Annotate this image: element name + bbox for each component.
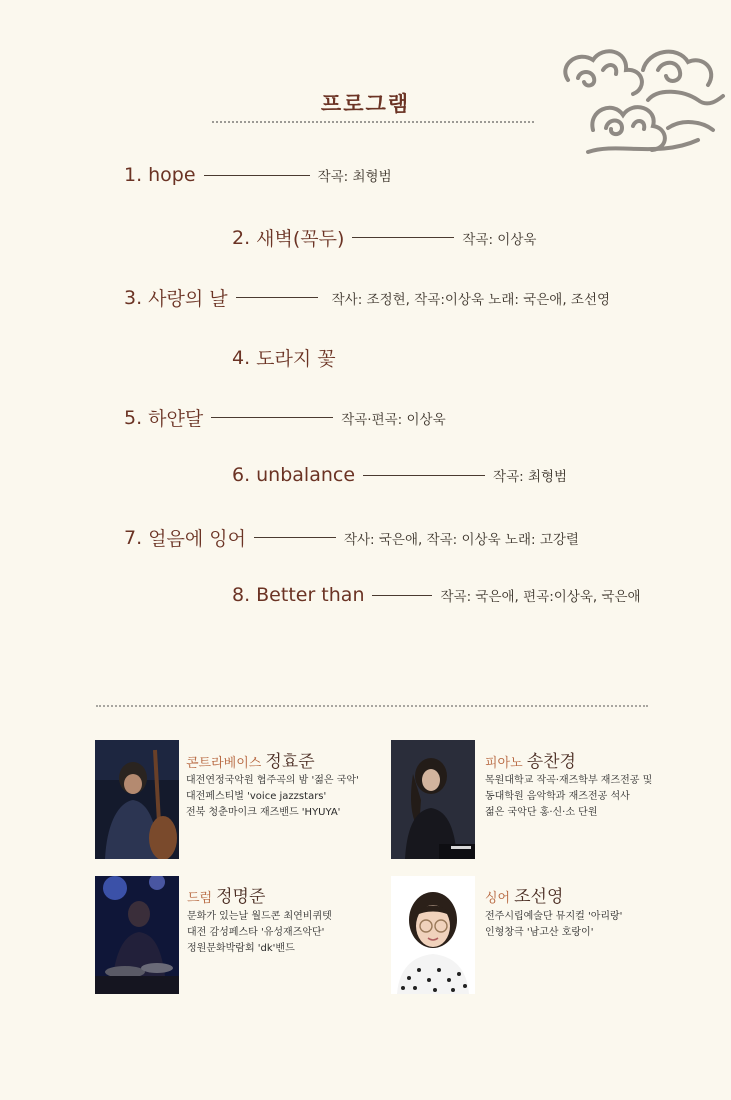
program-number: 5.	[124, 406, 143, 429]
program-item-3	[124, 284, 610, 311]
leader-line	[372, 595, 432, 596]
program-credit: 작사: 국은애, 작곡: 이상욱 노래: 고강렬	[343, 531, 579, 548]
program-title: unbalance	[256, 464, 356, 486]
bio-line: 인형창극 '남고산 호랑이'	[485, 927, 594, 938]
program-title: 하얀달	[148, 408, 204, 430]
performer-role: 콘트라베이스	[186, 756, 262, 771]
program-credit: 작사: 조정현, 작곡:이상욱 노래: 국은애, 조선영	[331, 291, 611, 308]
bio-line: 전북 청춘마이크 재즈밴드 'HYUYA'	[186, 807, 341, 818]
performer-photo-piano	[391, 740, 475, 859]
performer-name: 정명준	[216, 887, 266, 907]
bio-line: 문화가 있는날 월드콘 최연비퀴텟	[187, 911, 332, 922]
program-title: 도라지 꽃	[256, 348, 336, 370]
performer-photo-contrabass	[95, 740, 179, 859]
performer-bio	[187, 909, 332, 957]
program-item-6	[232, 464, 567, 486]
program-title: 사랑의 날	[148, 288, 228, 310]
performer-bio	[186, 773, 359, 821]
program-title: 얼음에 잉어	[148, 528, 246, 550]
title-divider	[212, 121, 534, 123]
program-item-4	[232, 344, 336, 371]
program-credit: 작곡·편곡: 이상욱	[341, 411, 446, 428]
program-number: 2.	[232, 226, 251, 249]
performer-heading	[186, 747, 315, 772]
program-number: 1.	[124, 164, 143, 186]
performer-role: 드럼	[187, 891, 213, 906]
program-item-8	[232, 584, 641, 606]
program-item-2	[232, 224, 536, 251]
performer-role: 싱어	[485, 891, 511, 906]
bio-line: 대전페스티벌 'voice jazzstars'	[186, 791, 327, 802]
bio-line: 목원대학교 작곡·재즈학부 재즈전공 및	[485, 775, 653, 786]
program-number: 7.	[124, 526, 143, 549]
leader-line	[204, 175, 310, 176]
performer-photo-singer	[391, 876, 475, 994]
program-title: Better than	[256, 584, 365, 606]
section-divider	[96, 705, 648, 707]
leader-line	[211, 417, 333, 418]
program-number: 6.	[232, 464, 251, 486]
bio-line: 대전연정국악원 협주곡의 밤 '젊은 국악'	[186, 775, 359, 786]
performer-name: 정효준	[265, 752, 315, 772]
performer-name: 송찬경	[526, 752, 576, 772]
program-item-1	[124, 164, 392, 186]
program-title: hope	[148, 164, 196, 186]
leader-line	[363, 475, 485, 476]
performer-heading	[485, 747, 576, 772]
bio-line: 젊은 국악단 홍·신·소 단원	[485, 807, 598, 818]
program-number: 4.	[232, 346, 251, 369]
bio-line: 동대학원 음악학과 재즈전공 석사	[485, 791, 630, 802]
program-credit: 작곡: 이상욱	[462, 231, 537, 248]
program-title: 새벽(꼭두)	[256, 228, 345, 250]
program-item-5	[124, 404, 446, 431]
leader-line	[236, 297, 318, 298]
bio-line: 정원문화박람회 'dk'밴드	[187, 943, 295, 954]
program-number: 8.	[232, 584, 251, 606]
bio-line: 전주시립예술단 뮤지컬 '아리랑'	[485, 911, 623, 922]
program-credit: 작곡: 최형범	[493, 469, 568, 485]
program-credit: 작곡: 최형범	[317, 169, 392, 185]
bio-line: 대전 감성페스타 '유성재즈악단'	[187, 927, 325, 938]
performer-photo-drums	[95, 876, 179, 994]
performer-bio	[485, 773, 652, 821]
leader-line	[254, 537, 336, 538]
program-number: 3.	[124, 286, 143, 309]
performer-heading	[485, 882, 563, 907]
page-title: 프로그램	[320, 91, 411, 116]
performer-bio	[485, 909, 622, 941]
performer-name: 조선영	[514, 887, 564, 907]
leader-line	[352, 237, 454, 238]
program-item-7	[124, 524, 579, 551]
performer-heading	[187, 882, 265, 907]
program-credit: 작곡: 국은애, 편곡:이상욱, 국은애	[440, 589, 641, 605]
performer-role: 피아노	[485, 756, 523, 771]
